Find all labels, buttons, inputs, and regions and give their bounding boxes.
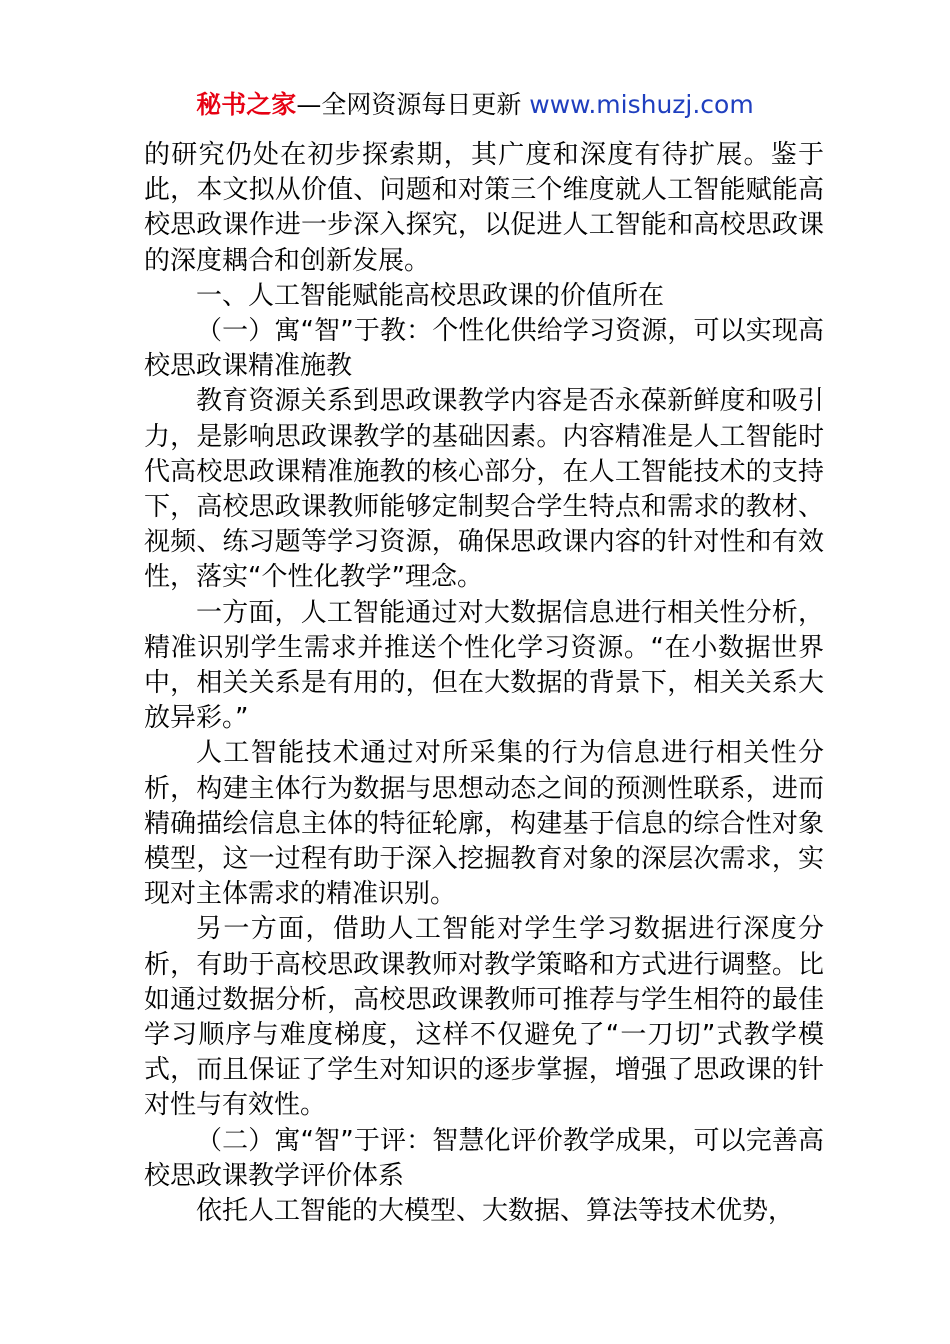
brand-name: 秘书之家 xyxy=(196,90,297,119)
paragraph-one-hand: 一方面，人工智能通过对大数据信息进行相关性分析，精准识别学生需求并推送个性化学习资源。“在小数据世界中，相关关系是有用的，但在大数据的背景下，相关关系大放异彩。” xyxy=(144,597,824,734)
paragraph-ai-analysis: 人工智能技术通过对所采集的行为信息进行相关性分析，构建主体行为数据与思想动态之间的预测性联系，进而精确描绘信息主体的特征轮廓，构建基于信息的综合性对象模型，这一过程有助于深入挖掘教育对象的深层次需求，实现对主体需求的精准识别。 xyxy=(144,738,824,910)
subsection-heading-2: （二）寓“智”于评：智慧化评价教学成果，可以完善高校思政课教学评价体系 xyxy=(144,1125,824,1191)
document-body xyxy=(144,138,824,1229)
header-tagline: —全网资源每日更新 xyxy=(296,90,522,119)
section-heading-1: 一、人工智能赋能高校思政课的价值所在 xyxy=(196,280,665,311)
paragraph-resources: 教育资源关系到思政课教学内容是否永葆新鲜度和吸引力，是影响思政课教学的基础因素。内容精准是人工智能时代高校思政课精准施教的核心部分，在人工智能技术的支持下，高校思政课教师能够定制契合学生特点和需求的教材、视频、练习题等学习资源，确保思政课内容的针对性和有效性，落实“个性化教学”理念。 xyxy=(144,386,824,593)
site-header xyxy=(0,88,950,122)
paragraph-intro-continuation: 的研究仍处在初步探索期，其广度和深度有待扩展。鉴于此，本文拟从价值、问题和对策三个维度就人工智能赋能高校思政课作进一步深入探究，以促进人工智能和高校思政课的深度耦合和创新发展。 xyxy=(144,140,824,276)
paragraph-other-hand: 另一方面，借助人工智能对学生学习数据进行深度分析，有助于高校思政课教师对教学策略和方式进行调整。比如通过数据分析，高校思政课教师可推荐与学生相符的最佳学习顺序与难度梯度，这样不仅避免了“一刀切”式教学模式，而且保证了学生对知识的逐步掌握，增强了思政课的针对性与有效性。 xyxy=(144,914,824,1121)
paragraph-evaluation-start: 依托人工智能的大模型、大数据、算法等技术优势， xyxy=(196,1196,795,1227)
site-url-link[interactable]: www.mishuzj.com xyxy=(529,90,754,119)
subsection-heading-1: （一）寓“智”于教：个性化供给学习资源，可以实现高校思政课精准施教 xyxy=(144,316,824,382)
